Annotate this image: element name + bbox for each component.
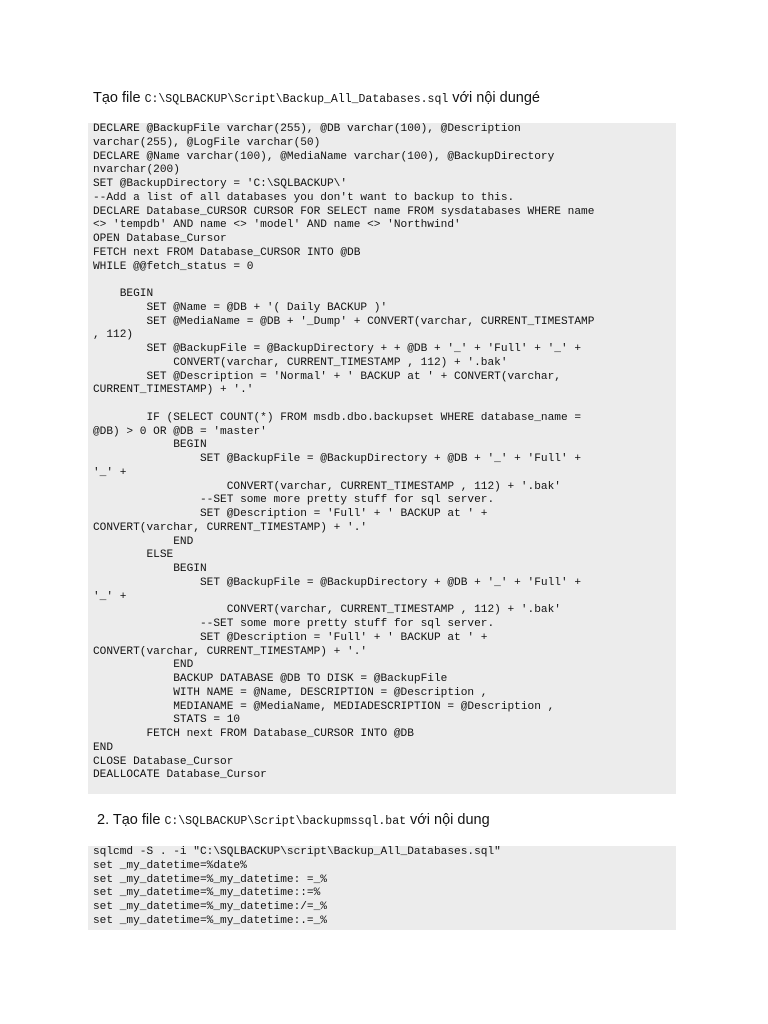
batch-code-block xyxy=(88,846,676,930)
section1-heading xyxy=(93,90,540,106)
batch-code: sqlcmd -S . -i "C:\SQLBACKUP\script\Backup_All_Databases.sql" set _my_datetime=%date% set _my_datetime=%_my_datetime: =_% set _my_datetime=%_my_datetime::=% set _my_datetime=%_my_datetime:/=_% set _my_datetime=%_my_datetime:.=_% xyxy=(93,846,501,927)
section2-heading xyxy=(97,812,490,828)
sql-code-block xyxy=(88,123,676,794)
section1-suffix: với nội dungé xyxy=(448,90,540,106)
section2-prefix: 2. Tạo file xyxy=(97,812,165,828)
section1-prefix: Tạo file xyxy=(93,90,145,106)
section1-file-path: C:\SQLBACKUP\Script\Backup_All_Databases.sql xyxy=(144,93,449,106)
section2-suffix: với nội dung xyxy=(406,812,490,828)
section2-file-path: C:\SQLBACKUP\Script\backupmssql.bat xyxy=(164,815,406,828)
sql-code: DECLARE @BackupFile varchar(255), @DB varchar(100), @Description varchar(255), @LogFile varchar(50) DECLARE @Name varchar(100), @MediaName varchar(100), @BackupDirectory nvarchar(200) SET @BackupDirectory = 'C:\SQLBACKUP\' --Add a list of all databases you don't want to backup to this. DECLARE Database_CURSOR CURSOR FOR SELECT name FROM sysdatabases WHERE name <> 'tempdb' AND name <> 'model' AND name <> 'Northwind' OPEN Database_Cursor FETCH next FROM Database_CURSOR INTO @DB WHILE @@fetch_status = 0 BEGIN SET @Name = @DB + '( Daily BACKUP )' SET @MediaName = @DB + '_Dump' + CONVERT(varchar, CURRENT_TIMESTAMP , 112) SET @BackupFile = @BackupDirectory + + @DB + '_' + 'Full' + '_' + CONVERT(varchar, CURRENT_TIMESTAMP , 112) + '.bak' SET @Description = 'Normal' + ' BACKUP at ' + CONVERT(varchar, CURRENT_TIMESTAMP) + '.' IF (SELECT COUNT(*) FROM msdb.dbo.backupset WHERE database_name = @DB) > 0 OR @DB = 'master' BEGIN SET @BackupFile = @BackupDirectory + @DB + '_' + 'Full' + '_' + CONVERT(varchar, CURRENT_TIMESTAMP , 112) + '.bak' --SET some more pretty stuff for sql server. SET @Description = 'Full' + ' BACKUP at ' + CONVERT(varchar, CURRENT_TIMESTAMP) + '.' END ELSE BEGIN SET @BackupFile = @BackupDirectory + @DB + '_' + 'Full' + '_' + CONVERT(varchar, CURRENT_TIMESTAMP , 112) + '.bak' --SET some more pretty stuff for sql server. SET @Description = 'Full' + ' BACKUP at ' + CONVERT(varchar, CURRENT_TIMESTAMP) + '.' END BACKUP DATABASE @DB TO DISK = @BackupFile WITH NAME = @Name, DESCRIPTION = @Description , MEDIANAME = @MediaName, MEDIADESCRIPTION = @Description , STATS = 10 FETCH next FROM Database_CURSOR INTO @DB END CLOSE Database_Cursor DEALLOCATE Database_Cursor xyxy=(93,123,595,782)
